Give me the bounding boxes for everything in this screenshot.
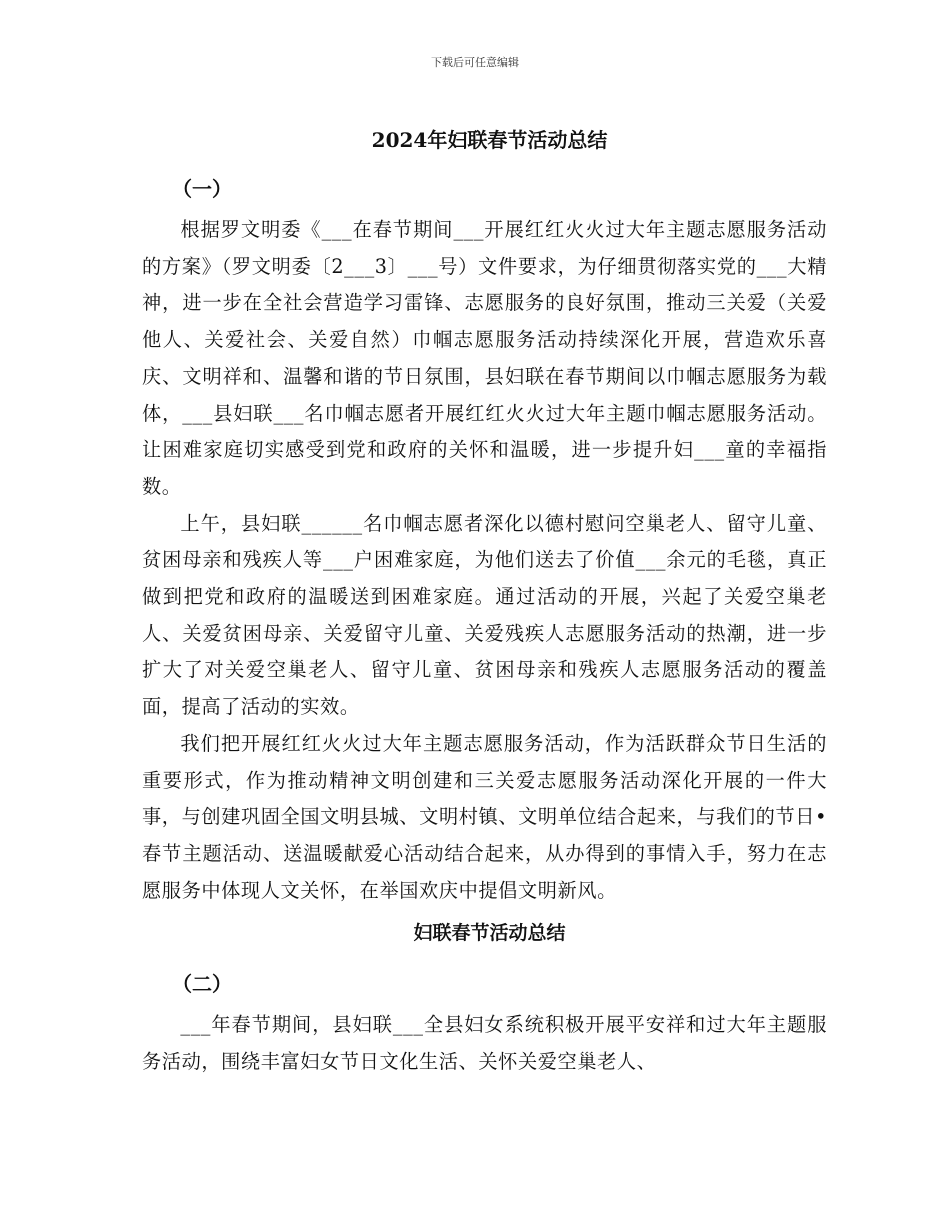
section-1-paragraph-2: 上午，县妇联______名巾帼志愿者深化以德村慰问空巢老人、留守儿童、贫困母亲和残疾人等___户困难家庭，为他们送去了价值___余元的毛毯，真正做到把党和政府的温暖送到困难家庭。通过活动的开展，兴起了关爱空巢老人、关爱贫困母亲、关爱留守儿童、关爱残疾人志愿服务活动的热潮，进一步扩大了对关爱空巢老人、留守儿童、贫困母亲和残疾人志愿服务活动的覆盖面，提高了活动的实效。 [142, 511, 827, 719]
document-title: 2024年妇联春节活动总结 [371, 128, 608, 152]
header-note: 下载后可任意编辑 [431, 56, 519, 69]
section-1-paragraph-1: 根据罗文明委《___在春节期间___开展红红火火过大年主题志愿服务活动的方案》（罗文明委〔2___3〕___号）文件要求，为仔细贯彻落实党的___大精神，进一步在全社会营造学习雷锋、志愿服务的良好氛围，推动三关爱（关爱他人、关爱社会、关爱自然）巾帼志愿服务活动持续深化开展，营造欢乐喜庆、文明祥和、温馨和谐的节日氛围，县妇联在春节期间以巾帼志愿服务为载体，___县妇联___名巾帼志愿者开展红红火火过大年主题巾帼志愿服务活动。让困难家庭切实感受到党和政府的关怀和温暖，进一步提升妇___童的幸福指数。 [142, 218, 827, 498]
section-1-marker: （一） [172, 177, 232, 201]
section-1-paragraph-3: 我们把开展红红火火过大年主题志愿服务活动，作为活跃群众节日生活的重要形式，作为推动精神文明创建和三关爱志愿服务活动深化开展的一件大事，与创建巩固全国文明县城、文明村镇、文明单位结合起来，与我们的节日•春节主题活动、送温暖献爱心活动结合起来，从办得到的事情入手，努力在志愿服务中体现人文关怀，在举国欢庆中提倡文明新风。 [142, 731, 827, 902]
section-2-title: 妇联春节活动总结 [413, 922, 566, 945]
section-2-marker: （二） [172, 972, 232, 997]
document-body [142, 122, 827, 1081]
section-2-paragraph-1: ___年春节期间，县妇联___全县妇女系统积极开展平安祥和过大年主题服务活动，围绕丰富妇女节日文化生活、关怀关爱空巢老人、 [142, 1013, 827, 1074]
